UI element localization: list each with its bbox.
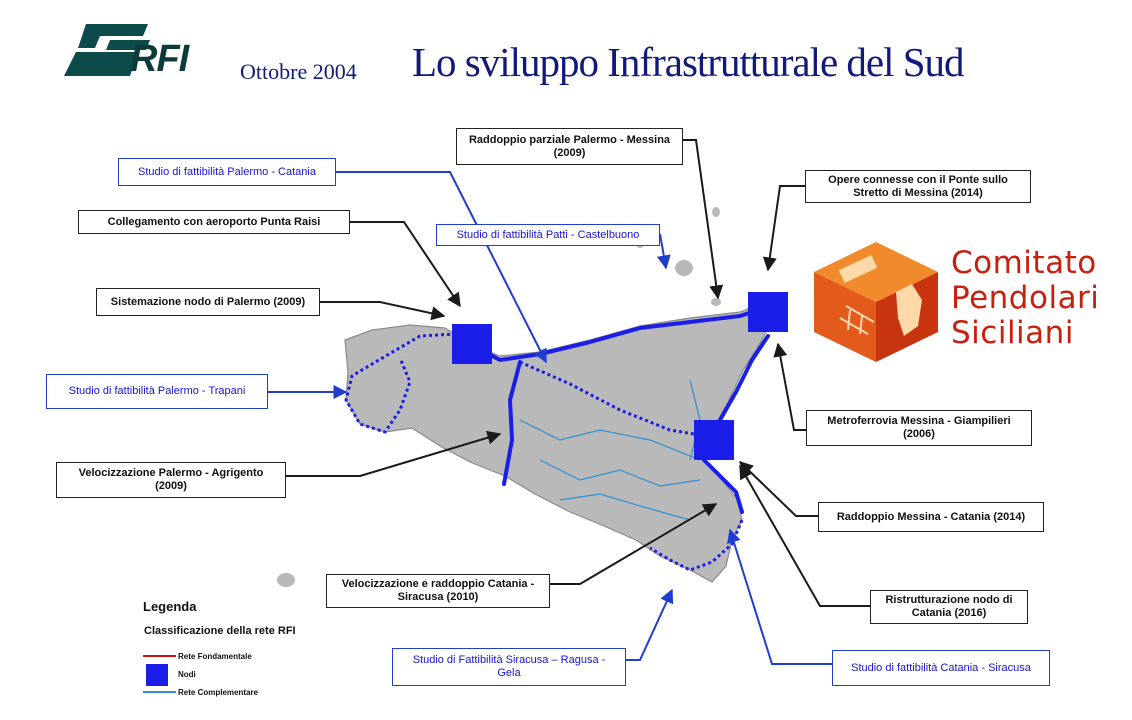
- page-title: Lo sviluppo Infrastrutturale del Sud: [412, 39, 964, 85]
- label-opere-ponte-stretto: Opere connesse con il Ponte sullo Stretto di Messina (2014): [805, 170, 1031, 203]
- legend-item-nodi: Nodi: [178, 670, 196, 679]
- label-velocizzazione-palermo-agrigento: Velocizzazione Palermo - Agrigento (2009): [56, 462, 286, 498]
- comitato-cube-icon: [814, 242, 938, 362]
- legend: [140, 598, 360, 708]
- label-velocizzazione-catania-siracusa: Velocizzazione e raddoppio Catania - Siracusa (2010): [326, 574, 550, 608]
- comitato-logo-text: [951, 246, 1099, 351]
- comitato-line-2: Pendolari: [951, 280, 1100, 316]
- label-raddoppio-messina-catania: Raddoppio Messina - Catania (2014): [818, 502, 1044, 532]
- node-catania: [694, 420, 734, 460]
- label-studio-palermo-trapani: Studio di fattibilità Palermo - Trapani: [46, 374, 268, 409]
- legend-item-complementare: Rete Complementare: [178, 688, 259, 697]
- comitato-line-3: Siciliani: [951, 315, 1074, 351]
- island-ustica: [372, 332, 384, 348]
- rfi-brand: RFI: [130, 38, 189, 80]
- node-messina: [748, 292, 788, 332]
- node-palermo: [452, 324, 492, 364]
- label-studio-catania-siracusa: Studio di fattibilità Catania - Siracusa: [832, 650, 1050, 686]
- label-raddoppio-palermo-messina: Raddoppio parziale Palermo - Messina (2009): [456, 128, 683, 165]
- date-label: Ottobre 2004: [240, 59, 357, 84]
- comitato-line-1: Comitato: [951, 245, 1097, 281]
- label-collegamento-punta-raisi: Collegamento con aeroporto Punta Raisi: [78, 210, 350, 234]
- island-aeolian-4: [711, 298, 721, 306]
- island-aeolian-2: [712, 207, 720, 217]
- label-studio-patti-castelbuono: Studio di fattibilità Patti - Castelbuono: [436, 224, 660, 246]
- label-studio-siracusa-ragusa-gela: Studio di Fattibilità Siracusa – Ragusa - Gela: [392, 648, 626, 686]
- island-malta: [277, 573, 295, 587]
- label-nodo-palermo: Sistemazione nodo di Palermo (2009): [96, 288, 320, 316]
- label-studio-palermo-catania: Studio di fattibilità Palermo - Catania: [118, 158, 336, 186]
- label-nodo-catania: Ristrutturazione nodo di Catania (2016): [870, 590, 1028, 624]
- legend-subtitle: Classificazione della rete RFI: [144, 625, 296, 637]
- island-aeolian: [675, 260, 693, 276]
- legend-item-fondamentale: Rete Fondamentale: [178, 652, 252, 661]
- label-metroferrovia-messina: Metroferrovia Messina - Giampilieri (2006): [806, 410, 1032, 446]
- legend-title: Legenda: [143, 599, 197, 614]
